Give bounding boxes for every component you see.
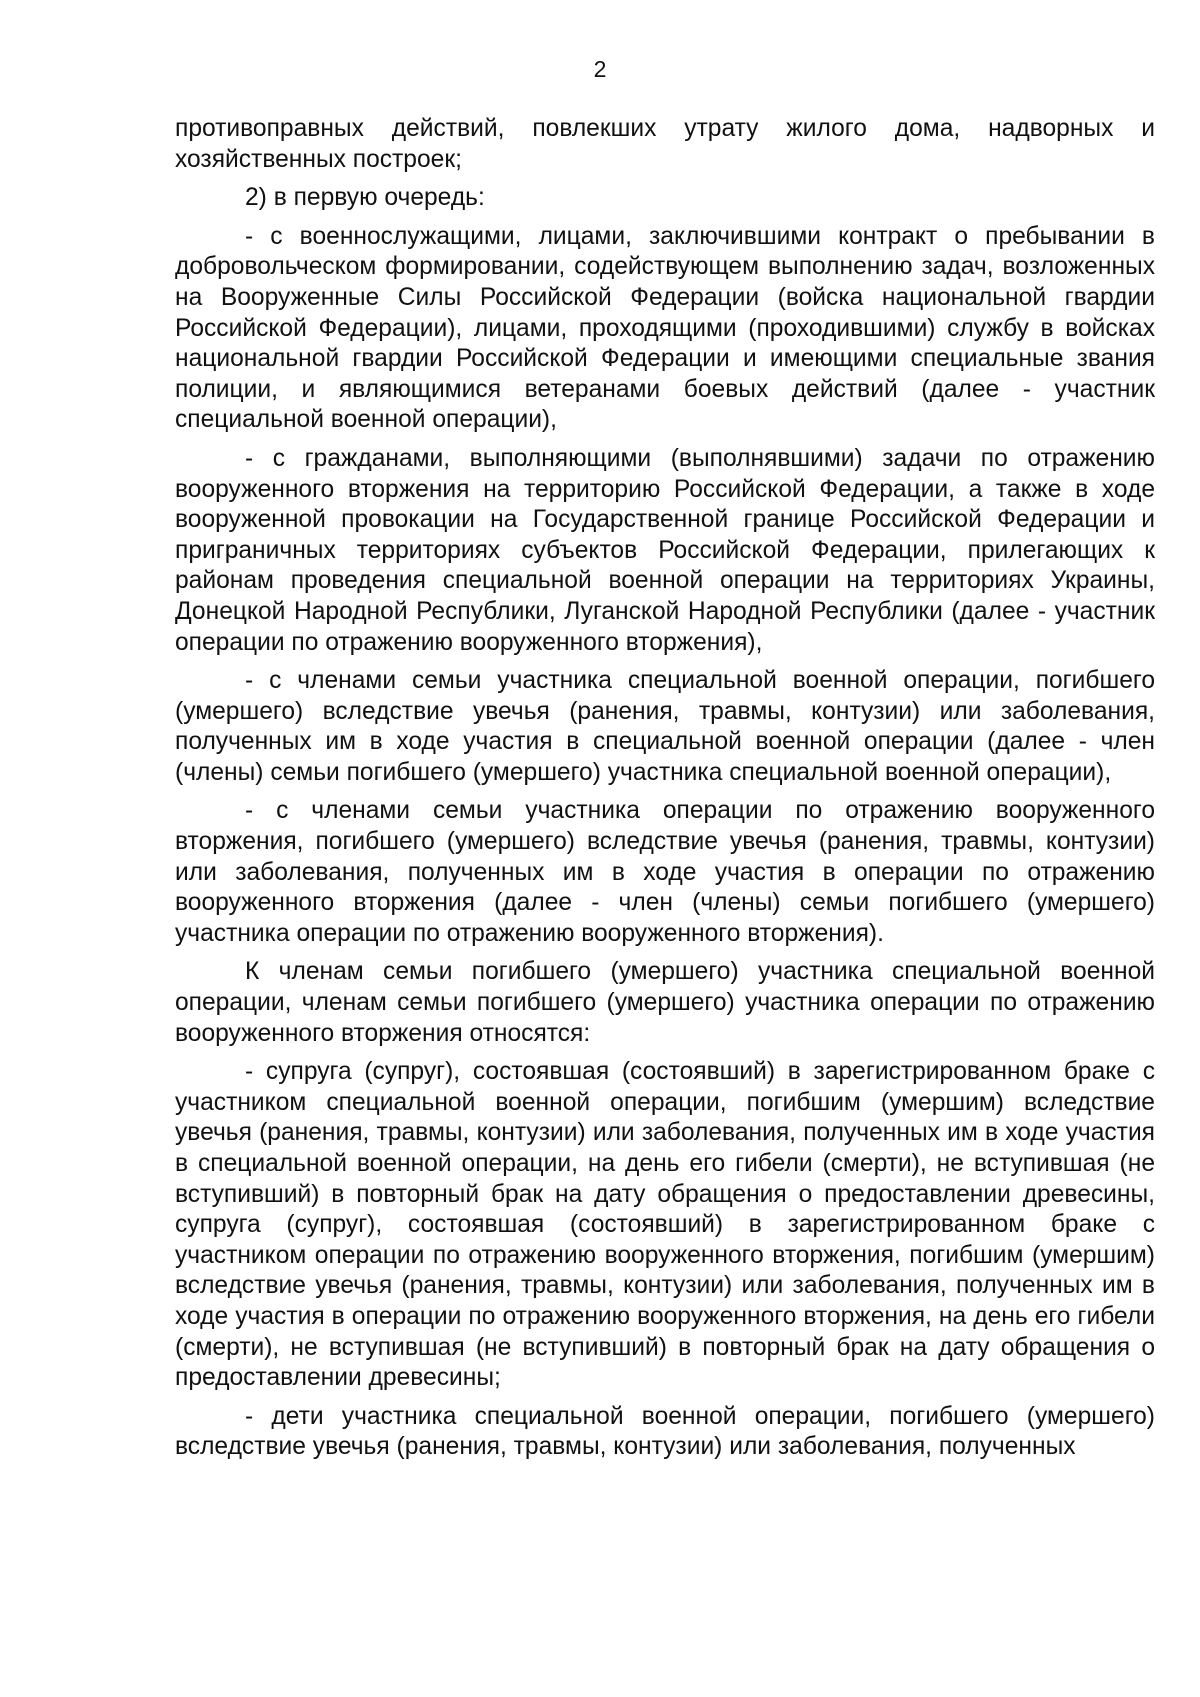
paragraph-children: - дети участника специальной военной операции, погибшего (умершего) вследствие увечья (ранения, травмы, контузии) или заболевания, полученных bbox=[175, 1402, 1155, 1461]
paragraph-priority-heading: 2) в первую очередь: bbox=[245, 184, 485, 212]
page-number: 2 bbox=[593, 56, 607, 82]
paragraph-family-svo: - с членами семьи участника специальной военной операции, погибшего (умершего) вследствие увечья (ранения, травмы, контузии) или заболевания, полученных им в ходе участия в специальной военной операции (далее - член (члены) семьи погибшего (умершего) участника специальной военной операции), bbox=[175, 667, 1155, 786]
paragraph-spouse: - супруга (супруг), состоявшая (состоявший) в зарегистрированном браке с участником специальной военной операции, погибшим (умершим) вследствие увечья (ранения, травмы, контузии) или заболевания, полученных им в ходе участия в специальной военной операции, на день его гибели (смерти), не вступившая (не вступивший) в повторный брак на дату обращения о предоставлении древесины, супруга (супруг), состоявшая (состоявший) в зарегистрированном браке с участником операции по отражению вооруженного вторжения, погибшим (умершим) вследствие увечья (ранения, травмы, контузии) или заболевания, полученных им в ходе участия в операции по отражению вооруженного вторжения, на день его гибели (смерти), не вступившая (не вступивший) в повторный брак на дату обращения о предоставлении древесины; bbox=[175, 1058, 1155, 1392]
document-body bbox=[175, 114, 1155, 1471]
paragraph-family-definition: К членам семьи погибшего (умершего) участника специальной военной операции, членам семьи погибшего (умершего) участника операции по отражению вооруженного вторжения относятся: bbox=[175, 958, 1155, 1047]
paragraph-family-invasion: - с членами семьи участника операции по отражению вооруженного вторжения, погибшего (умершего) вследствие увечья (ранения, травмы, контузии) или заболевания, полученных им в ходе участия в операции по отражению вооруженного вторжения (далее - член (члены) семьи погибшего (умершего) участника операции по отражению вооруженного вторжения). bbox=[175, 797, 1155, 947]
paragraph-continuation: противоправных действий, повлекших утрату жилого дома, надворных и хозяйственных построек; bbox=[175, 115, 1155, 173]
paragraph-servicemen: - с военнослужащими, лицами, заключившими контракт о пребывании в добровольческом формировании, содействующем выполнению задач, возложенных на Вооруженные Силы Российской Федерации (войска национальной гвардии Российской Федерации), лицами, проходящими (проходившими) службу в войсках национальной гвардии Российской Федерации и имеющими специальные звания полиции, и являющимися ветеранами боевых действий (далее - участник специальной военной операции), bbox=[175, 222, 1155, 434]
paragraph-citizens-invasion: - с гражданами, выполняющими (выполнявшими) задачи по отражению вооруженного вторжения на территорию Российской Федерации, а также в ходе вооруженной провокации на Государственной границе Российской Федерации и приграничных территориях субъектов Российской Федерации, прилегающих к районам проведения специальной военной операции на территориях Украины, Донецкой Народной Республики, Луганской Народной Республики (далее - участник операции по отражению вооруженного вторжения), bbox=[175, 444, 1155, 656]
